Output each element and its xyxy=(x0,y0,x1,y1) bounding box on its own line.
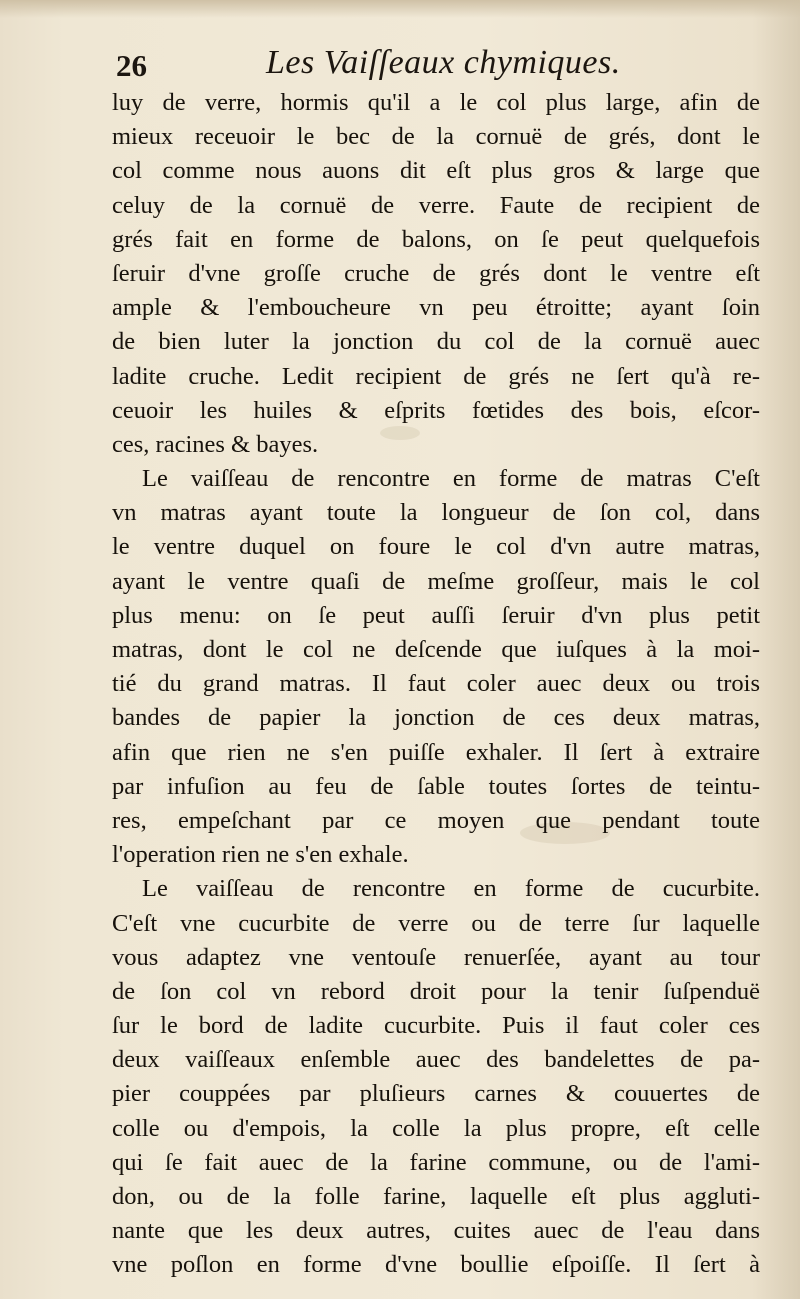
text-line: ces, racines & bayes. xyxy=(112,430,319,458)
text-line: le ventre duquel on foure le col d'vn autre matras, xyxy=(112,533,760,561)
text-line: par infuſion au feu de ſable toutes ſortes de teintu- xyxy=(112,772,760,800)
text-line: Le vaiſſeau de rencontre en forme de cucurbite. xyxy=(142,875,760,903)
page-top-shadow xyxy=(0,0,800,18)
text-line: luy de verre, hormis qu'il a le col plus large, afin de xyxy=(112,89,760,116)
text-line: ſeruir d'vne groſſe cruche de grés dont le ventre eſt xyxy=(112,259,760,287)
text-line: de ſon col vn rebord droit pour la tenir ſuſpenduë xyxy=(112,977,760,1005)
text-line: res, empeſchant par ce moyen que pendant toute xyxy=(112,806,760,834)
text-line: de bien luter la jonction du col de la cornuë auec xyxy=(112,328,760,356)
text-line: Le vaiſſeau de rencontre en forme de matras C'eſt xyxy=(142,465,760,493)
page-header xyxy=(116,44,756,88)
page-number: 26 xyxy=(116,48,147,83)
text-line: afin que rien ne s'en puiſſe exhaler. Il ſert à extraire xyxy=(112,738,760,766)
text-line: bandes de papier la jonction de ces deux matras, xyxy=(112,704,760,732)
text-line: don, ou de la folle farine, laquelle eſt plus aggluti- xyxy=(112,1183,760,1210)
text-line: colle ou d'empois, la colle la plus propre, eſt celle xyxy=(112,1114,760,1142)
text-line: ample & l'emboucheure vn peu étroitte; ayant ſoin xyxy=(112,294,760,322)
text-line: col comme nous auons dit eſt plus gros & large que xyxy=(112,157,760,185)
text-line: vne poſlon en forme d'vne boullie eſpoiſſe. Il ſert à xyxy=(112,1251,760,1279)
text-line: tié du grand matras. Il faut coler auec deux ou trois xyxy=(112,670,760,698)
text-line: nante que les deux autres, cuites auec de l'eau dans xyxy=(112,1217,760,1245)
text-line: matras, dont le col ne deſcende que iuſques à la moi- xyxy=(112,636,760,663)
text-line: C'eſt vne cucurbite de verre ou de terre ſur laquelle xyxy=(112,909,760,937)
text-line: ladite cruche. Ledit recipient de grés ne ſert qu'à re- xyxy=(112,362,760,390)
text-line: vous adaptez vne ventouſe renuerſée, ayant au tour xyxy=(112,943,760,971)
text-line: celuy de la cornuë de verre. Faute de recipient de xyxy=(112,191,760,219)
text-line: vn matras ayant toute la longueur de ſon col, dans xyxy=(112,499,760,527)
running-title: Les Vaiſſeaux chymiques. xyxy=(266,44,621,81)
text-line: ſur le bord de ladite cucurbite. Puis il faut coler ces xyxy=(112,1012,760,1040)
text-line: ceuoir les huiles & eſprits fœtides des bois, eſcor- xyxy=(112,396,760,424)
text-line: grés fait en forme de balons, on ſe peut quelquefois xyxy=(112,225,760,253)
text-line: pier couppées par pluſieurs carnes & couuertes de xyxy=(112,1080,760,1108)
text-line: l'operation rien ne s'en exhale. xyxy=(112,841,409,869)
text-line: mieux receuoir le bec de la cornuë de grés, dont le xyxy=(112,123,760,151)
text-line: deux vaiſſeaux enſemble auec des bandelettes de pa- xyxy=(112,1046,760,1074)
text-line: ayant le ventre quaſi de meſme groſſeur, mais le col xyxy=(112,567,760,595)
body-text xyxy=(112,86,760,1283)
text-line: plus menu: on ſe peut auſſi ſeruir d'vn plus petit xyxy=(112,601,760,629)
text-line: qui ſe fait auec de la farine commune, ou de l'ami- xyxy=(112,1148,760,1176)
